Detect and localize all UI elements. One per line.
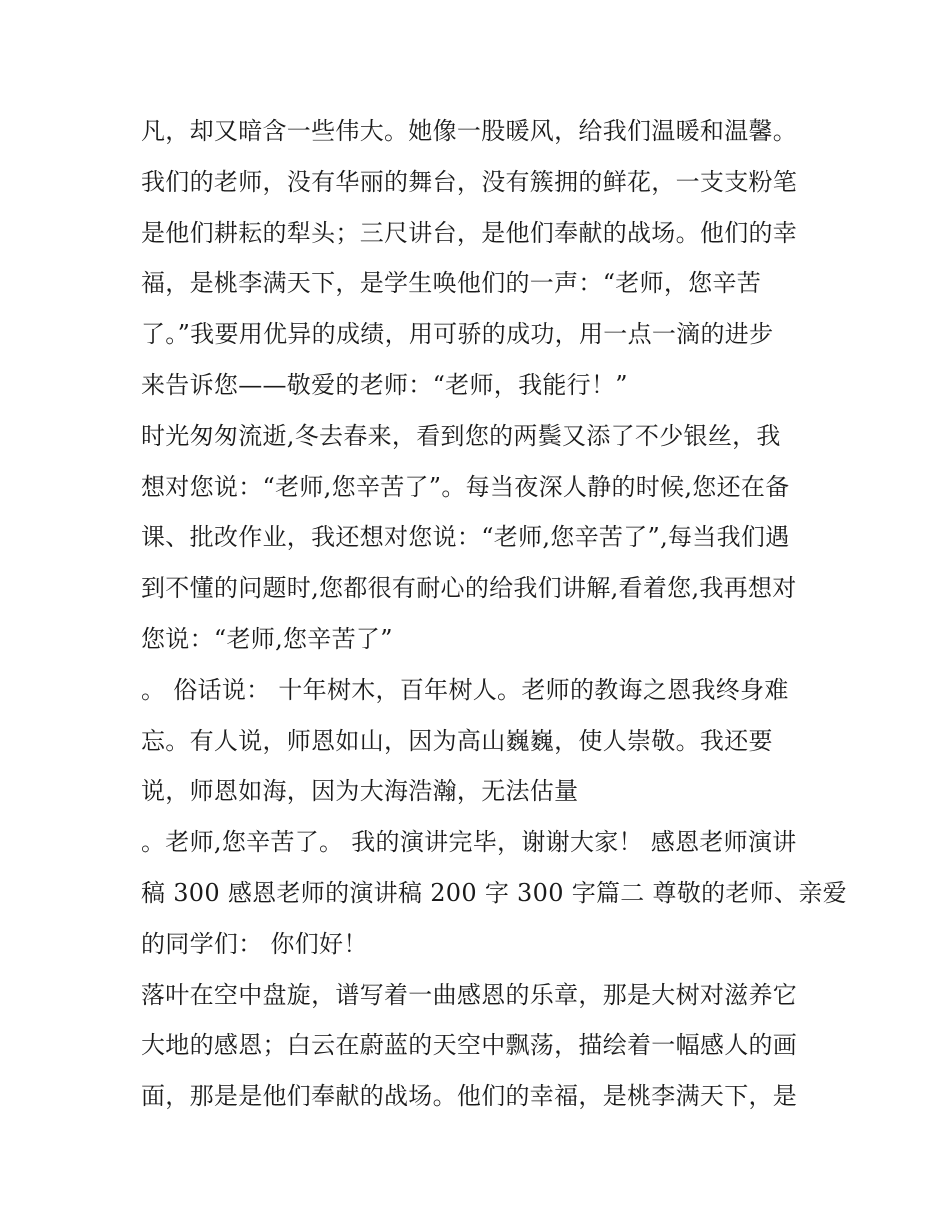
text-line: 忘。有人说，师恩如山，因为高山巍巍，使人崇敬。我还要 — [141, 726, 773, 755]
text-line: 稿 300 感恩老师的演讲稿 200 字 300 字篇二 尊敬的老师、亲爱 — [141, 878, 847, 907]
text-line: 我们的老师，没有华丽的舞台，没有簇拥的鲜花，一支支粉笔 — [141, 167, 798, 196]
text-line: 想对您说：“老师,您辛苦了”。每当夜深人静的时候,您还在备 — [141, 472, 790, 501]
text-line: 课、批改作业，我还想对您说：“老师,您辛苦了”,每当我们遇 — [141, 523, 790, 552]
text-line: 凡，却又暗含一些伟大。她像一股暖风，给我们温暖和温馨。 — [141, 117, 798, 145]
text-line: 了。”我要用优异的成绩，用可骄的成功，用一点一滴的进步 — [141, 320, 774, 349]
text-line: 说，师恩如海，因为大海浩瀚，无法估量 — [141, 777, 579, 806]
text-line: 大地的感恩；白云在蔚蓝的天空中飘荡，描绘着一幅感人的画 — [141, 1031, 798, 1060]
text-line: 福，是桃李满天下，是学生唤他们的一声：“老师，您辛苦 — [141, 269, 762, 298]
text-line: 的同学们： 你们好！ — [141, 929, 368, 958]
text-line: 来告诉您——敬爱的老师：“老师，我能行！” — [141, 370, 628, 399]
document-body — [141, 106, 847, 1122]
text-line: 时光匆匆流逝,冬去春来，看到您的两鬓又添了不少银丝，我 — [141, 421, 781, 450]
text-line: 您说：“老师,您辛苦了” — [141, 624, 393, 653]
text-line: 。 俗话说： 十年树木，百年树人。老师的教诲之恩我终身难 — [141, 675, 789, 704]
text-line: 。老师,您辛苦了。 我的演讲完毕，谢谢大家！ 感恩老师演讲 — [141, 828, 797, 857]
text-line: 落叶在空中盘旋，谱写着一曲感恩的乐章，那是大树对滋养它 — [141, 980, 798, 1009]
text-line: 到不懂的问题时,您都很有耐心的给我们讲解,看着您,我再想对 — [141, 574, 797, 603]
text-line: 是他们耕耘的犁头；三尺讲台，是他们奉献的战场。他们的幸 — [141, 218, 798, 247]
text-line: 面，那是是他们奉献的战场。他们的幸福，是桃李满天下，是 — [141, 1082, 798, 1111]
